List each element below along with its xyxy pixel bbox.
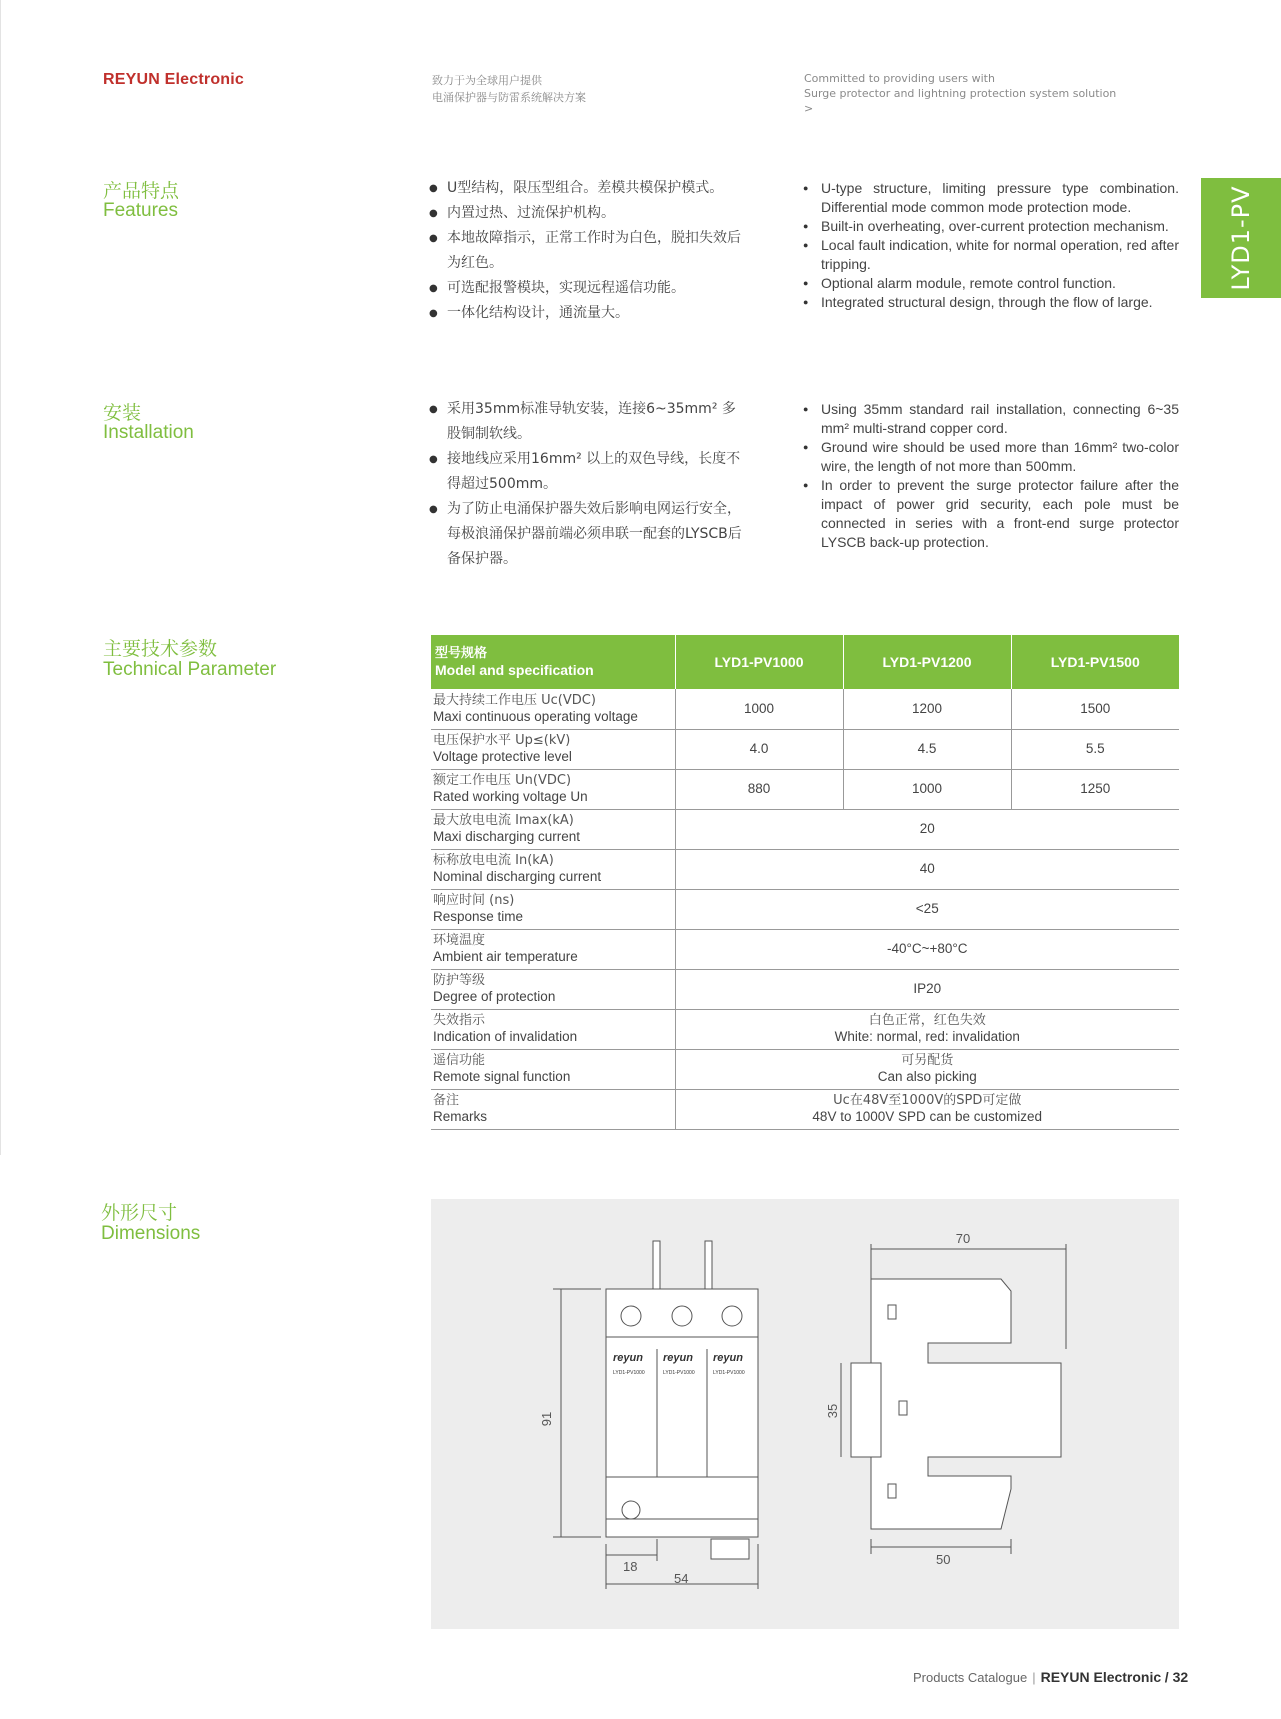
- row-label-en: Degree of protection: [433, 989, 556, 1004]
- page-footer: [913, 1669, 1188, 1685]
- installation-title-cn: 安装: [103, 402, 142, 424]
- installation-title-en: Installation: [103, 422, 194, 443]
- row-label: [431, 1009, 675, 1049]
- row-label-cn: 响应时间 (ns): [433, 893, 515, 908]
- row-label: [431, 849, 675, 889]
- table-cell: -40°C~+80°C: [675, 929, 1179, 969]
- dim-front-height: 91: [539, 1411, 554, 1427]
- table-row: [431, 969, 1179, 1009]
- spec-table: [431, 635, 1179, 1130]
- column-header-pv1500: LYD1-PV1500: [1011, 635, 1179, 689]
- list-item: ● 接地线应采用16mm² 以上的双色导线，长度不得超过500mm。: [429, 447, 749, 497]
- list-item: ● In order to prevent the surge protector failure after the impact of power grid security, each pole must be connected in series with a front-end surge protector LYSCB back-up protection.: [803, 476, 1179, 552]
- list-item: ● U型结构，限压型组合。差模共模保护模式。: [429, 176, 749, 201]
- table-cell: 5.5: [1011, 729, 1179, 769]
- row-label-en: Indication of invalidation: [433, 1029, 578, 1044]
- table-cell: 1500: [1011, 689, 1179, 729]
- cell-value-en: White: normal, red: invalidation: [834, 1029, 1020, 1044]
- module-brand-label: reyun: [713, 1352, 743, 1364]
- table-cell: 1000: [675, 689, 843, 729]
- installation-list-cn: [429, 397, 749, 572]
- row-label-en: Rated working voltage Un: [433, 789, 588, 804]
- tagline-en-line-1: Committed to providing users with: [804, 72, 995, 85]
- footer-brand: REYUN Electronic: [1040, 1669, 1162, 1685]
- module-brand-label: reyun: [663, 1352, 693, 1364]
- cell-value-en: 48V to 1000V SPD can be customized: [812, 1109, 1043, 1124]
- module-model-label: LYD1-PV1000: [613, 1370, 645, 1376]
- table-row: [431, 809, 1179, 849]
- row-label-en: Maxi discharging current: [433, 829, 581, 844]
- table-row: [431, 1049, 1179, 1089]
- row-label-en: Voltage protective level: [433, 749, 572, 764]
- module-brand-label: reyun: [613, 1352, 643, 1364]
- table-cell: 1000: [843, 769, 1011, 809]
- table-cell: 4.0: [675, 729, 843, 769]
- dim-front-width: 54: [674, 1571, 689, 1586]
- row-label: [431, 1089, 675, 1129]
- row-label-en: Remote signal function: [433, 1069, 571, 1084]
- cell-value-en: Can also picking: [877, 1069, 977, 1084]
- list-item: ● 为了防止电涌保护器失效后影响电网运行安全，每极浪涌保护器前端必须串联一配套的LYSCB后备保护器。: [429, 497, 749, 572]
- list-item: ● Integrated structural design, through the flow of large.: [803, 293, 1179, 312]
- tagline-en-line-2: Surge protector and lightning protection system solution: [804, 87, 1117, 100]
- module-model-label: LYD1-PV1000: [663, 1370, 695, 1376]
- tagline-cn: [432, 72, 586, 106]
- features-list-en: [803, 179, 1179, 312]
- features-list-cn: [429, 176, 749, 326]
- table-cell: 40: [675, 849, 1179, 889]
- row-label-cn: 失效指示: [433, 1013, 486, 1028]
- table-row: [431, 929, 1179, 969]
- row-label-en: Nominal discharging current: [433, 869, 602, 884]
- table-header-row: [431, 635, 1179, 689]
- front-terminal-block: [711, 1539, 749, 1559]
- brand-name: REYUN Electronic: [103, 71, 245, 88]
- footer-page-number: / 32: [1164, 1669, 1189, 1685]
- list-item: ● Local fault indication, white for normal operation, red after tripping.: [803, 236, 1179, 274]
- table-cell: 20: [675, 809, 1179, 849]
- row-label-en: Remarks: [433, 1109, 488, 1124]
- column-header-pv1000: LYD1-PV1000: [675, 635, 843, 689]
- cell-value-cn: 白色正常，红色失效: [868, 1013, 986, 1028]
- row-label: [431, 1049, 675, 1089]
- list-item: ● Using 35mm standard rail installation, connecting 6~35 mm² multi-strand copper cord.: [803, 400, 1179, 438]
- table-row: [431, 689, 1179, 729]
- dim-side-width-top: 70: [955, 1231, 971, 1246]
- table-cell: 1250: [1011, 769, 1179, 809]
- side-rail-clip: [851, 1363, 881, 1457]
- row-label: [431, 809, 675, 849]
- page-edge-line: [0, 0, 1, 1155]
- row-label: [431, 929, 675, 969]
- features-title-en: Features: [103, 200, 178, 221]
- row-label-cn: 备注: [433, 1093, 460, 1108]
- row-label-cn: 电压保护水平 Up≤(kV): [433, 733, 571, 748]
- footer-catalogue: Products Catalogue: [913, 1670, 1028, 1685]
- table-cell: IP20: [675, 969, 1179, 1009]
- tagline-en: [804, 71, 1116, 116]
- row-label-cn: 遥信功能: [433, 1053, 486, 1068]
- footer-separator: |: [1032, 1670, 1036, 1685]
- tagline-en-arrow: >: [804, 102, 814, 115]
- column-header-model-en: Model and specification: [435, 662, 594, 678]
- list-item: ● Ground wire should be used more than 16mm² two-color wire, the length of not more than 500mm.: [803, 438, 1179, 476]
- dimensions-title-en: Dimensions: [101, 1223, 201, 1244]
- row-label: [431, 729, 675, 769]
- dimensions-title-cn: 外形尺寸: [101, 1202, 178, 1224]
- table-cell: [675, 1049, 1179, 1089]
- dimensions-drawing: [431, 1199, 1179, 1629]
- column-header-pv1200: LYD1-PV1200: [843, 635, 1011, 689]
- table-row: [431, 769, 1179, 809]
- table-cell: 4.5: [843, 729, 1011, 769]
- list-item: ● 一体化结构设计，通流量大。: [429, 301, 749, 326]
- table-cell: 1200: [843, 689, 1011, 729]
- column-header-model: [431, 635, 675, 689]
- table-row: [431, 849, 1179, 889]
- table-row: [431, 889, 1179, 929]
- row-label: [431, 889, 675, 929]
- tagline-cn-line-2: 电涌保护器与防雷系统解决方案: [432, 91, 586, 104]
- row-label-cn: 防护等级: [433, 973, 486, 988]
- tagline-cn-line-1: 致力于为全球用户提供: [432, 74, 542, 87]
- cell-value-cn: 可另配货: [901, 1053, 954, 1068]
- dim-front-module-width: 18: [623, 1559, 638, 1574]
- table-row: [431, 1089, 1179, 1129]
- front-wire-left: [653, 1241, 660, 1289]
- row-label-en: Response time: [433, 909, 524, 924]
- table-cell: [675, 1009, 1179, 1049]
- table-cell: [675, 1089, 1179, 1129]
- tech-title-en: Technical Parameter: [103, 659, 277, 680]
- list-item: ● 本地故障指示，正常工作时为白色，脱扣失效后为红色。: [429, 226, 749, 276]
- row-label: [431, 769, 675, 809]
- row-label: [431, 689, 675, 729]
- column-header-model-cn: 型号规格: [435, 646, 488, 661]
- row-label-cn: 最大持续工作电压 Uc(VDC): [433, 692, 596, 708]
- cell-value-cn: Uc在48V至1000V的SPD可定做: [833, 1093, 1022, 1108]
- dimensions-drawing-panel: [431, 1199, 1179, 1629]
- list-item: ● 采用35mm标准导轨安装，连接6~35mm² 多股铜制软线。: [429, 397, 749, 447]
- features-title-cn: 产品特点: [103, 180, 180, 202]
- table-row: [431, 1009, 1179, 1049]
- row-label-cn: 环境温度: [433, 933, 486, 948]
- list-item: ● 可选配报警模块，实现远程遥信功能。: [429, 276, 749, 301]
- row-label: [431, 969, 675, 1009]
- row-label-cn: 额定工作电压 Un(VDC): [433, 773, 572, 788]
- list-item: ● 内置过热、过流保护机构。: [429, 201, 749, 226]
- row-label-cn: 标称放电电流 In(kA): [433, 853, 554, 868]
- row-label-en: Ambient air temperature: [433, 949, 578, 964]
- row-label-cn: 最大放电电流 Imax(kA): [433, 813, 574, 828]
- front-wire-right: [705, 1241, 712, 1289]
- installation-list-en: [803, 400, 1179, 552]
- list-item: ● U-type structure, limiting pressure type combination. Differential mode common mode protection mode.: [803, 179, 1179, 217]
- tech-title-cn: 主要技术参数: [103, 638, 218, 660]
- list-item: ● Optional alarm module, remote control function.: [803, 274, 1179, 293]
- module-model-label: LYD1-PV1000: [713, 1370, 745, 1376]
- side-tab-label: LYD1-PV: [1227, 185, 1255, 291]
- row-label-en: Maxi continuous operating voltage: [433, 708, 638, 724]
- product-side-tab: [1201, 178, 1281, 298]
- dim-side-width-bottom: 50: [936, 1552, 951, 1567]
- table-row: [431, 729, 1179, 769]
- dim-side-rail: 35: [825, 1403, 840, 1419]
- list-item: ● Built-in overheating, over-current protection mechanism.: [803, 217, 1179, 236]
- table-cell: <25: [675, 889, 1179, 929]
- table-cell: 880: [675, 769, 843, 809]
